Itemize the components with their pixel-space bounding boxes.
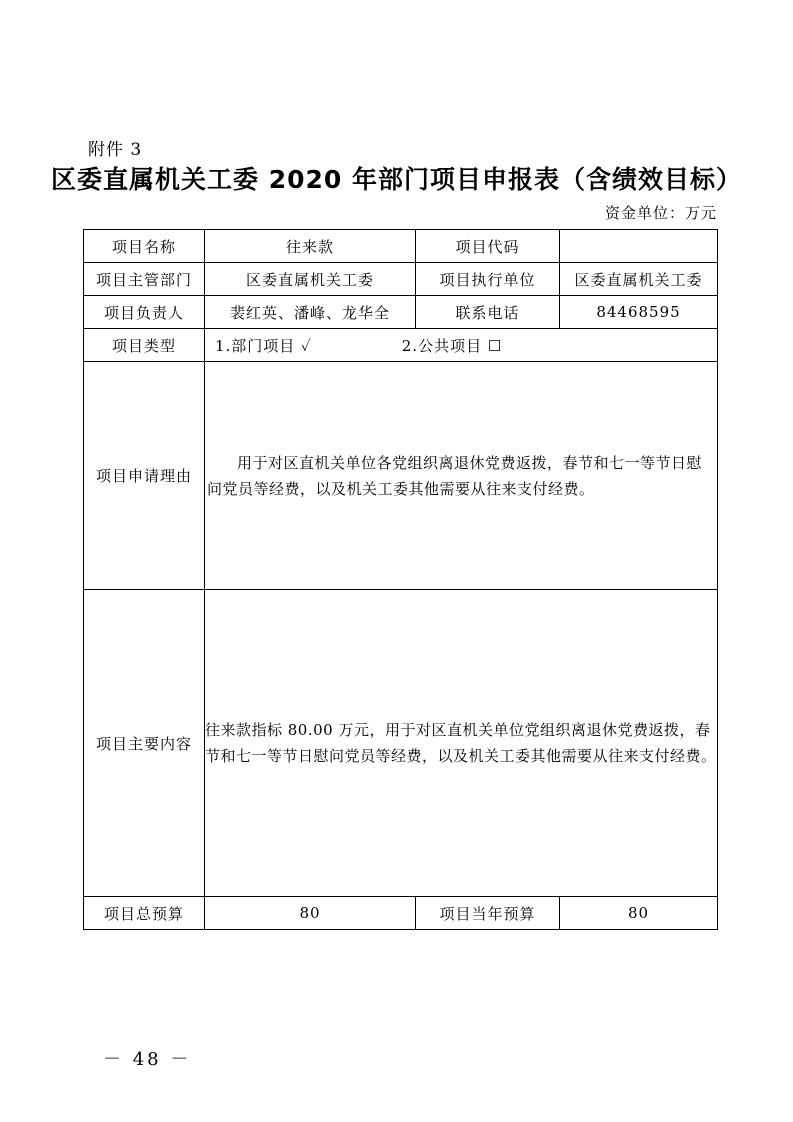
type-label: 项目类型 [84,329,205,362]
reason-text: 用于对区直机关单位各党组织离退休党费返拨，春节和七一等节日慰问党员等经费，以及机关工委其他需要从往来支付经费。 [207,453,703,498]
content-label: 项目主要内容 [84,590,205,897]
project-code-value [560,230,718,263]
phone-value: 84468595 [560,296,718,329]
currency-unit: 资金单位：万元 [604,204,717,222]
project-code-label: 项目代码 [416,230,560,263]
phone-label: 联系电话 [416,296,560,329]
dept-value: 区委直属机关工委 [205,263,416,296]
reason-cell [205,362,718,590]
project-name-label: 项目名称 [84,230,205,263]
project-form-table [83,229,718,930]
exec-label: 项目执行单位 [416,263,560,296]
attachment-label: 附件 3 [88,140,143,160]
total-budget-value: 80 [205,897,416,930]
leader-value: 裴红英、潘峰、龙华全 [205,296,416,329]
table-row [84,329,718,362]
dept-label: 项目主管部门 [84,263,205,296]
total-budget-label: 项目总预算 [84,897,205,930]
type-options [205,329,718,362]
year-budget-label: 项目当年预算 [416,897,560,930]
content-text: 往来款指标 80.00 万元，用于对区直机关单位党组织离退休党费返拨，春节和七一等节日慰问党员等经费，以及机关工委其他需要从往来支付经费。 [205,721,717,765]
table-row [84,362,718,590]
page-number: － 48 － [103,1049,192,1070]
content-cell [205,590,718,897]
document-title: 区委直属机关工委 2020 年部门项目申报表（含绩效目标） [51,165,742,194]
reason-label: 项目申请理由 [84,362,205,590]
table-row [84,230,718,263]
type-option-dept: 1.部门项目 ✓ [215,336,312,355]
table-row [84,296,718,329]
year-budget-value: 80 [560,897,718,930]
type-option-public: 2.公共项目 ☐ [401,336,503,355]
table-row [84,897,718,930]
table-row [84,263,718,296]
table-row [84,590,718,897]
project-name-value: 往来款 [205,230,416,263]
leader-label: 项目负责人 [84,296,205,329]
exec-value: 区委直属机关工委 [560,263,718,296]
